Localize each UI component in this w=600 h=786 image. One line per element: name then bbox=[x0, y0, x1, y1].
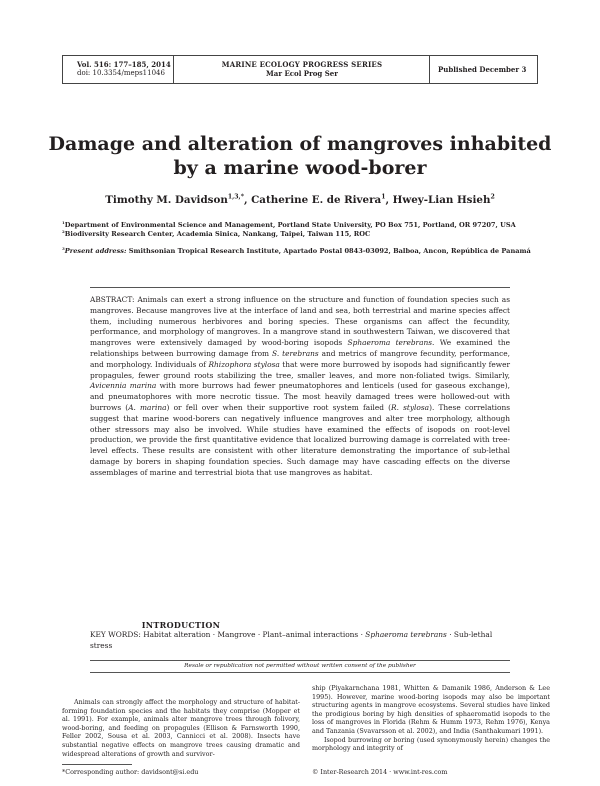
abstract-segment: . We examined the relationships between burrowing damage from bbox=[90, 338, 510, 358]
species-name: Rhizophora stylosa bbox=[208, 359, 280, 369]
author-separator: , bbox=[243, 194, 252, 206]
species-name: A. marina bbox=[128, 402, 167, 412]
affiliation-text: Biodiversity Research Center, Academia Sinica, Nankang, Taipei, Taiwan 115, ROC bbox=[64, 230, 371, 238]
journal-name: MARINE ECOLOGY PROGRESS SERIES bbox=[221, 60, 383, 69]
keywords-text: · Sub-lethal stress bbox=[90, 630, 493, 650]
author-affiliation-marker: 1 bbox=[381, 193, 386, 201]
author-affiliation-marker: 2 bbox=[490, 193, 495, 201]
abstract-segment: ) or fell over when their supportive root system failed ( bbox=[166, 402, 392, 412]
corresponding-marker: * bbox=[240, 193, 244, 201]
doi: doi: 10.3354/meps11046 bbox=[77, 69, 165, 77]
journal-abbrev: Mar Ecol Prog Ser bbox=[266, 69, 338, 78]
header-published-box bbox=[430, 55, 538, 84]
affiliation-3 bbox=[62, 247, 562, 256]
abstract bbox=[90, 295, 510, 479]
author-name: Hwey-Lian Hsieh bbox=[392, 194, 491, 206]
paragraph: Isopod burrowing or boring (used synonymously herein) changes the morphology and integrity of bbox=[312, 735, 550, 753]
abstract-top-rule bbox=[90, 287, 510, 288]
species-name: R. stylosa bbox=[391, 402, 430, 412]
paragraph: ship (Piyakarnchana 1981, Whitten & Damanik 1986, Anderson & Lee 1995). However, marine wood-boring isopods may also be important structuring agents in mangrove ecosystems. Several studies have linked the prodigious boring by high densities of sphaeromatid isopods to the loss of mangroves in Florida (Rehm & Humm 1973, Rehm 1976), Kenya and Tanzania (Svavarsson et al. 2002), and India (Santhakumari 1991). bbox=[312, 684, 550, 735]
republication-notice: Resale or republication not permitted without written consent of the publisher bbox=[184, 663, 416, 669]
note-bottom-rule bbox=[90, 672, 510, 673]
author-list bbox=[40, 194, 560, 206]
header-volume-box bbox=[62, 55, 174, 84]
intro-left-column bbox=[62, 698, 300, 758]
paragraph: Animals can strongly affect the morphology and structure of habitat-forming foundation species and the habitats they comprise (Mopper et al. 1991). For example, animals alter mangrove trees through folivory, wood-boring, and feeding on propagules (Ellison & Farnsworth 1990, Feller 2002, Sousa et al. 2003, Cannicci et al. 2008). Insects have substantial negative effects on mangrove trees causing dramatic and widespread alterations of growth and survivor- bbox=[62, 698, 300, 758]
abstract-segment: ). These correlations suggest that marine wood-borers can negatively influence mangroves and alter tree morphology, although other stressors may also be involved. While studies have examined the effects of isopods on root-level production, we provide the first quantitative evidence that localized burrowing damage is correlated with tree-level effects. These results are consistent with other literature demonstrating the importance of sub-lethal damage by borers in shaping foundation species. Such damage may have cascading effects on the diverse assemblages of marine and terrestrial biota that use mangroves as habitat. bbox=[90, 402, 511, 477]
keywords bbox=[90, 630, 510, 652]
intro-right-column bbox=[312, 684, 550, 753]
author-separator: , bbox=[385, 194, 393, 206]
author-affiliation-marker: 1,3, bbox=[227, 193, 241, 201]
keywords-species: Sphaeroma terebrans bbox=[365, 630, 447, 639]
present-address-label: Present address: bbox=[64, 247, 127, 255]
affiliation-text: Smithsonian Tropical Research Institute, Apartado Postal 0843-03092, Balboa, Ancon, República de Panamá bbox=[126, 247, 531, 255]
affiliation-marker: 2 bbox=[62, 228, 65, 234]
affiliation-1 bbox=[62, 221, 562, 230]
affiliation-text: Department of Environmental Science and Management, Portland State University, PO Box 751, Portland, OR 97207, USA bbox=[64, 221, 516, 229]
abstract-segment: ABSTRACT: Animals can exert a strong influence on the structure and function of foundation species such as mangroves. Because mangroves live at the interface of land and sea, both terrestrial and marine species affect them, including numerous herbivores and boring species. These organisms can affect the fecundity, performance, and morphology of mangroves. In a mangrove stand in southwestern Taiwan, we discovered that mangroves were extensively damaged by wood-boring isopods bbox=[90, 295, 510, 348]
copyright-line: © Inter-Research 2014 · www.int-res.com bbox=[312, 768, 448, 776]
volume-line: Vol. 516: 177–185, 2014 bbox=[77, 60, 171, 69]
abstract-text bbox=[90, 295, 510, 479]
corresponding-author-note: *Corresponding author: davidsont@si.edu bbox=[62, 768, 199, 776]
section-heading-introduction: INTRODUCTION bbox=[141, 620, 221, 630]
affiliation-marker: 3 bbox=[62, 245, 65, 251]
abstract-segment: with more burrows had fewer pneumatophores and lenticels (used for gaseous exchange), and pneumatophores with more necrotic tissue. The most heavily damaged trees were hollowed-out with burrows ( bbox=[90, 381, 510, 412]
footnote-rule bbox=[62, 764, 132, 765]
keywords-label: KEY WORDS: bbox=[90, 630, 141, 639]
article-title: Damage and alteration of mangroves inhabited by a marine wood-borer bbox=[48, 133, 552, 179]
keywords-text: Habitat alteration · Mangrove · Plant–animal interactions · bbox=[140, 630, 366, 639]
abstract-segment: and metrics of mangrove fecundity, performance, and morphology. Individuals of bbox=[90, 348, 510, 369]
author-name: Timothy M. Davidson bbox=[105, 194, 228, 206]
species-name: Sphaeroma terebrans bbox=[347, 338, 433, 348]
affiliation-marker: 1 bbox=[62, 219, 65, 225]
affiliation-2 bbox=[62, 230, 562, 239]
note-top-rule bbox=[90, 660, 510, 661]
header-journal-box bbox=[174, 55, 430, 84]
abstract-segment: that were more burrowed by isopods had significantly fewer propagules, fewer ground roots stabilizing the tree, smaller leaves, and more non-foliated twigs. Similarly, bbox=[90, 359, 510, 380]
species-name: S. terebrans bbox=[272, 348, 319, 358]
published-date: Published December 3 bbox=[438, 65, 527, 74]
author-name: Catherine E. de Rivera bbox=[251, 194, 382, 206]
species-name: Avicennia marina bbox=[90, 381, 157, 391]
